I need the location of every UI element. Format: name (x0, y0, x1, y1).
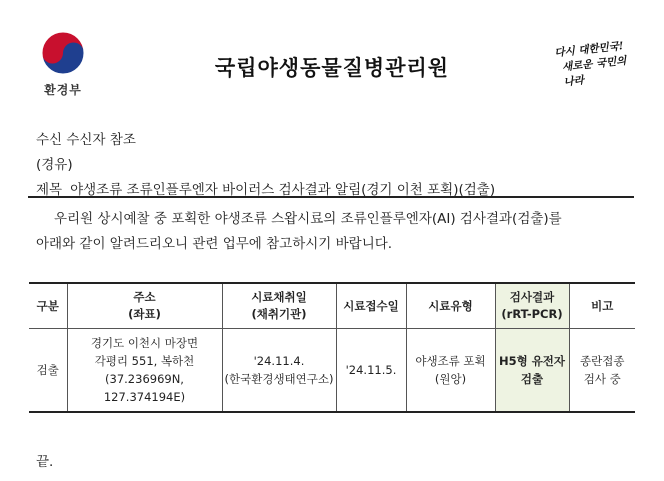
org-title: 국립야생동물질병관리원 (214, 56, 450, 80)
cell-address-coords: (37.236969N, 127.374194E) (103, 372, 186, 404)
table-row (29, 329, 635, 413)
subject-label: 제목 (36, 182, 63, 198)
cell-collected-date: '24.11.4. (253, 354, 305, 368)
subject-text: 야생조류 조류인플루엔자 바이러스 검사결과 알림(경기 이천 포획)(검출) (70, 182, 496, 198)
cell-result (495, 329, 569, 413)
cell-received: '24.11.5. (336, 329, 406, 413)
header-collected-sub: (채취기관) (251, 307, 307, 321)
cell-result-line-2: 검출 (520, 372, 544, 386)
header-result (495, 283, 569, 329)
body-line-1: 우리원 상시예찰 중 포획한 야생조류 스왑시료의 조류인플루엔자(AI) 검사결과(검출)를 (54, 211, 562, 227)
via-line: (경유) (36, 157, 73, 173)
header-address-label: 주소 (133, 290, 156, 304)
cell-address-line-2: 각평리 551, 복하천 (94, 354, 195, 368)
cell-sample-type-line-2: (원앙) (434, 372, 467, 386)
recipient-line: 수신 수신자 참조 (36, 132, 136, 148)
header-address (67, 283, 222, 329)
header-address-sub: (좌표) (128, 307, 161, 321)
slogan (554, 38, 638, 91)
cell-collected-agency: (한국환경생태연구소) (224, 372, 334, 386)
header-received: 시료접수일 (336, 283, 406, 329)
result-table (29, 282, 635, 413)
table-header-row (29, 283, 635, 329)
header-category: 구분 (29, 283, 67, 329)
subject-line (36, 178, 495, 198)
header-result-label: 검사결과 (509, 290, 555, 304)
header-collected-label: 시료채취일 (251, 290, 307, 304)
header-result-sub: (rRT-PCR) (501, 307, 563, 321)
subject-divider (28, 196, 634, 198)
cell-address (67, 329, 222, 413)
header-collected (222, 283, 336, 329)
header-note: 비고 (569, 283, 635, 329)
cell-address-line-1: 경기도 이천시 마장면 (90, 336, 199, 350)
header-sample-type: 시료유형 (406, 283, 495, 329)
cell-note-line-2: 검사 중 (583, 372, 621, 386)
cell-result-line-1: H5형 유전자 (498, 354, 566, 368)
cell-sample-type (406, 329, 495, 413)
cell-category: 검출 (29, 329, 67, 413)
slogan-line-2: 새로운 국민의 나라 (561, 54, 627, 89)
cell-note (569, 329, 635, 413)
logo-caption: 환경부 (44, 83, 82, 97)
cell-note-line-1: 종란접종 (580, 354, 625, 368)
body-line-2: 아래와 같이 알려드리오니 관련 업무에 참고하시기 바랍니다. (36, 236, 393, 252)
closing-mark: 끝. (36, 454, 54, 470)
cell-collected (222, 329, 336, 413)
slogan-line-1: 다시 대한민국! (553, 40, 624, 60)
body-paragraph (36, 207, 636, 257)
cell-sample-type-line-1: 야생조류 포획 (415, 354, 486, 368)
